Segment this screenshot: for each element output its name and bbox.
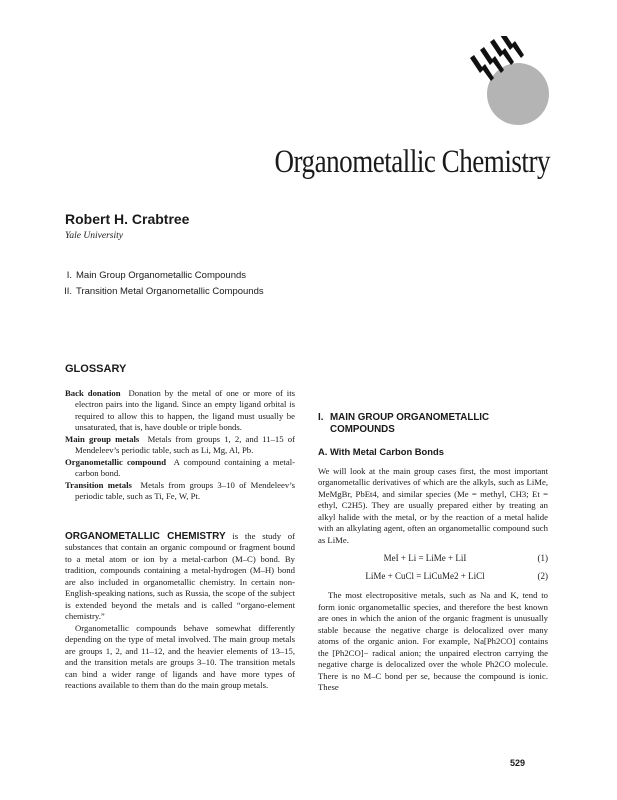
toc-label: Main Group Organometallic Compounds (76, 270, 247, 281)
toc-item: II. Transition Metal Organometallic Compounds (64, 286, 264, 297)
right-column (318, 364, 548, 694)
glossary-entry: Organometallic compound A compound containing a metal-carbon bond. (65, 456, 296, 478)
lightning-logo-icon (458, 36, 558, 126)
section-paragraph: We will look at the main group cases first, the most important organometallic derivatives of which are the alkyls, such as LiMe, MeMgBr, PbEt4, and similar species (Me = methyl, CH3; Et = ethyl, C2H5). They are usually prepared either by treating an alkyl halide with the metal, or by the reaction of a metal halide with an alkylating agent, often an organometallic compound such as LiMe. (318, 465, 548, 545)
toc-item: I. Main Group Organometallic Compounds (66, 270, 247, 281)
left-column (65, 364, 295, 692)
author-name: Robert H. Crabtree (65, 211, 190, 227)
section-heading: I. MAIN GROUP ORGANOMETALLIC COMPOUNDS (318, 412, 490, 435)
section-paragraph-2: The most electropositive metals, such as Na and K, tend to form ionic organometallic species, and therefore the best known are ones in which the anion of the organic fragment is unusually stable because the negative charge is delocalized over many atoms of the organic anion. For example, Na[Ph2CO] contains the [Ph2CO]− radical anion; the unpaired electron carrying the negative charge is delocalized over the whole Ph2CO molecule. There is no M–C bond per se, because the compound is ionic. These (318, 590, 548, 692)
equation: MeI + Li = LiMe + LiI (1) (383, 553, 548, 564)
intro-paragraph-2: Organometallic compounds behave somewhat differently depending on the type of metal involved. The main group metals are groups 1, 2, and 11–12, and the heavier elements of 13–15, and the transition metals are groups 3–10. The transition metals can bind a wider range of ligands and have more types of reactions available to them than do the main group metals. (65, 622, 295, 690)
article-title: Organometallic Chemistry (274, 144, 550, 180)
glossary-entry: Main group metals Metals from groups 1, 2, and 11–15 of Mendeleev’s periodic table, such as Li, Mg, Al, Pb. (65, 433, 296, 455)
subsection-heading: A. With Metal Carbon Bonds (318, 446, 444, 457)
table-of-contents (62, 268, 264, 300)
intro-paragraph: ORGANOMETALLIC CHEMISTRY is the study of substances that contain an organic compound or fragment bound to a metal atom or ion by a metal-carbon (M–C) bond. By tradition, compounds containing a metal-hydrogen (M–H) bond are also included in organometallic chemistry. In certain non-English-speaking nations, such as Russia, the scope of the subject is extended beyond the metals and is called “organo-element chemistry.” (65, 530, 295, 621)
toc-label: Transition Metal Organometallic Compounds (76, 286, 264, 297)
page-number: 529 (510, 758, 526, 768)
glossary-entry: Transition metals Metals from groups 3–10 of Mendeleev’s periodic table, such as Ti, Fe, W, Pt. (65, 479, 295, 501)
glossary-entry: Back donation Donation by the metal of one or more of its electron pairs into the ligand. Since an empty ligand orbital is required to allow this to happen, the ligand must usually be unsaturated, that is, have double or triple bonds. (65, 387, 296, 432)
glossary-heading: GLOSSARY (65, 363, 127, 375)
author-affiliation: Yale University (65, 231, 123, 241)
column-continuation-space (318, 364, 548, 412)
equation: LiMe + CuCl = LiCuMe2 + LiCl (2) (365, 571, 548, 582)
